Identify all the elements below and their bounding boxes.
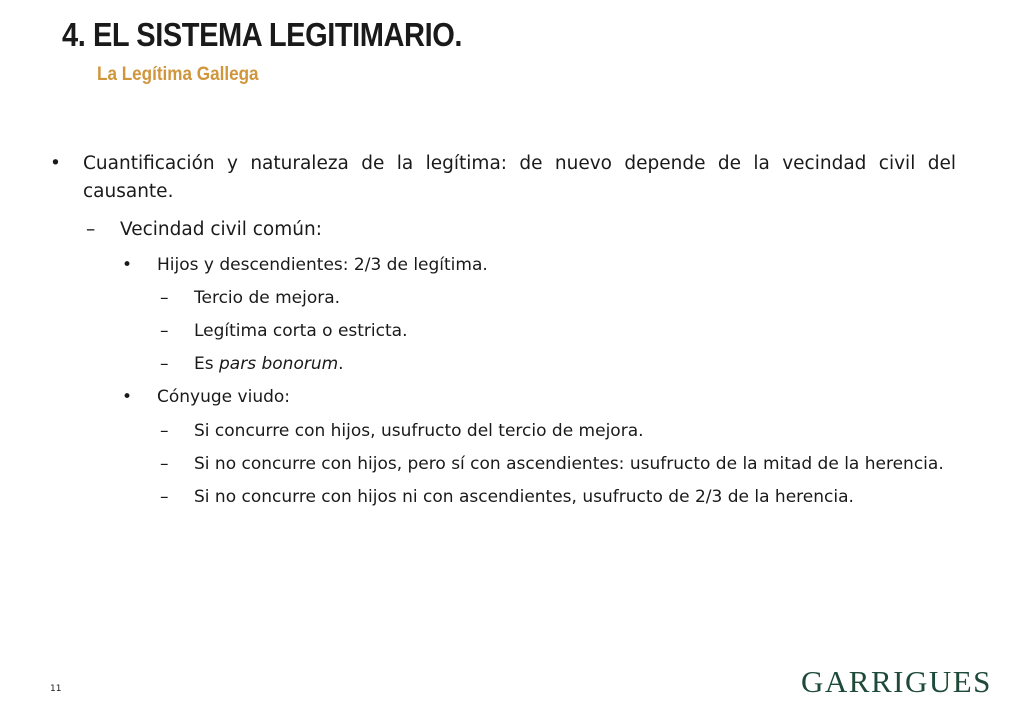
- page-number: 11: [50, 684, 62, 694]
- pars-italic: pars bonorum: [219, 354, 339, 374]
- garrigues-logo: GARRIGUES: [801, 664, 992, 699]
- dash-marker: –: [86, 219, 96, 240]
- dash-marker: –: [160, 487, 169, 507]
- dash-marker: –: [160, 321, 169, 341]
- slide-title: 4. EL SISTEMA LEGITIMARIO.: [62, 16, 463, 53]
- dash-marker: –: [160, 288, 169, 308]
- slide-subtitle: La Legítima Gallega: [97, 64, 259, 85]
- item-pars-bonorum: [194, 353, 344, 375]
- dash-marker: –: [160, 421, 169, 441]
- bullet-marker: •: [50, 153, 61, 174]
- item-conyuge-ascendientes: Si no concurre con hijos, pero sí con ascendientes: usufructo de la mitad de la herencia.: [194, 454, 944, 474]
- item-hijos: Hijos y descendientes: 2/3 de legítima.: [157, 255, 488, 275]
- item-legitima-corta: Legítima corta o estricta.: [194, 321, 408, 341]
- main-bullet-line-2: causante.: [83, 181, 174, 202]
- dash-marker: –: [160, 454, 169, 474]
- bullet-marker: •: [122, 387, 133, 407]
- main-bullet-line-1: Cuantificación y naturaleza de la legítima: de nuevo depende de la vecindad civil del: [83, 153, 956, 174]
- pars-prefix: Es: [194, 354, 220, 374]
- bullet-marker: •: [122, 255, 133, 275]
- item-conyuge-sin: Si no concurre con hijos ni con ascendientes, usufructo de 2/3 de la herencia.: [194, 487, 854, 507]
- item-tercio: Tercio de mejora.: [194, 288, 341, 308]
- dash-marker: –: [160, 354, 169, 374]
- item-conyuge: Cónyuge viudo:: [157, 387, 291, 407]
- pars-suffix: .: [338, 354, 344, 374]
- item-conyuge-hijos: Si concurre con hijos, usufructo del tercio de mejora.: [194, 421, 644, 441]
- sub-heading-comun: Vecindad civil común:: [120, 219, 322, 240]
